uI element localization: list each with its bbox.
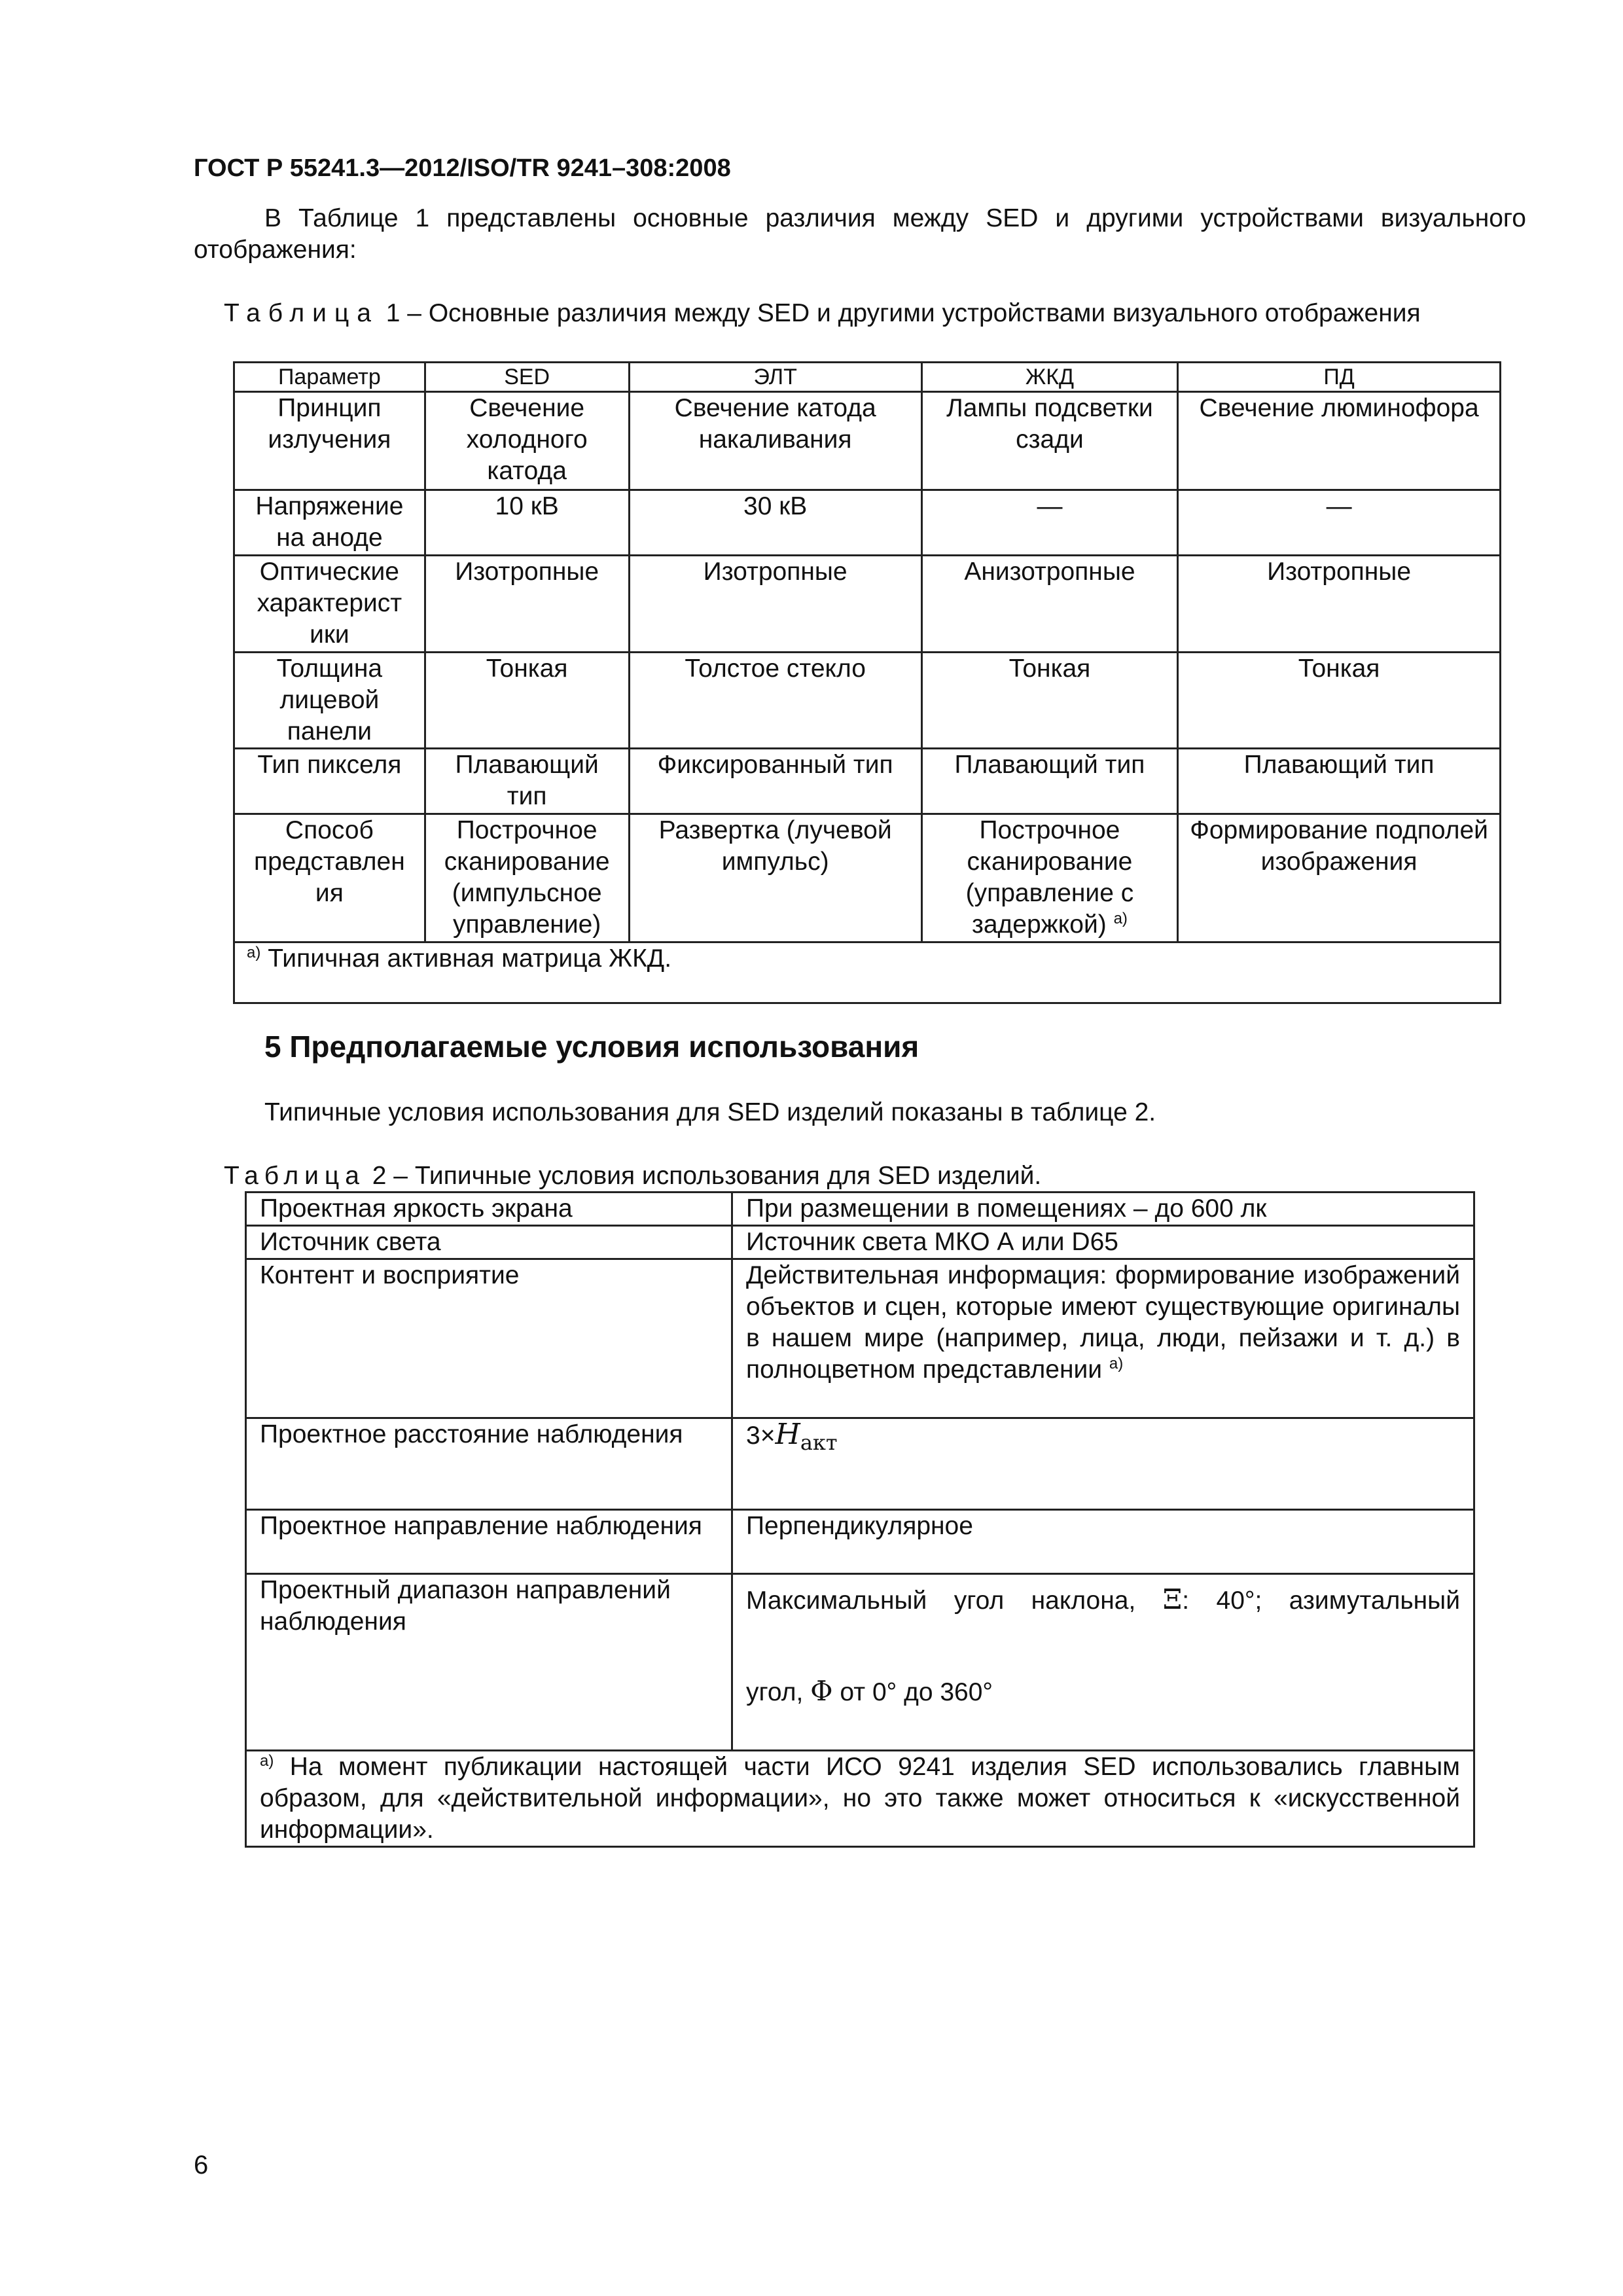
table1-row <box>234 749 1501 814</box>
table2-value-cell: Источник света МКО А или D65 <box>732 1226 1474 1259</box>
table2-value-cell <box>732 1574 1474 1751</box>
table1-cell: Развертка (лучевой импульс) <box>629 814 921 942</box>
table1-header-cell: ПД <box>1178 363 1501 392</box>
table1-header-cell: ЖКД <box>921 363 1177 392</box>
table1-cell: Изотропные <box>1178 556 1501 653</box>
angle-text-b: : 40°; азимутальный <box>1182 1587 1460 1615</box>
table1-cell: Толстое стекло <box>629 653 921 749</box>
angle-text-c: угол, <box>746 1678 804 1706</box>
table1-caption-text: 1 – Основные различия между SED и другими устройствами визуального отображения <box>385 299 1421 327</box>
table2-param-cell: Проектное направление наблюдения <box>246 1510 732 1574</box>
table2-row <box>246 1259 1474 1418</box>
table1-cell: Толщина лицевой панели <box>234 653 425 749</box>
table1-header-cell: Параметр <box>234 363 425 392</box>
table1-header-row <box>234 363 1501 392</box>
section-paragraph: Типичные условия использования для SED изделий показаны в таблице 2. <box>264 1098 1156 1126</box>
table2-row <box>246 1418 1474 1510</box>
table1-cell: Изотропные <box>629 556 921 653</box>
table2-caption-text: 2 – Типичные условия использования для SED изделий. <box>372 1162 1042 1190</box>
table1-row <box>234 392 1501 490</box>
footnote-marker: а) <box>260 1752 274 1770</box>
table2-caption-label: Таблица <box>224 1162 365 1190</box>
table2-row <box>246 1574 1474 1751</box>
table2-footnote-text: На момент публикации настоящей части ИСО 9241 изделия SED использовались главным образом, для «действительной информации», но это также может относиться к «искусственной информации». <box>260 1753 1460 1844</box>
formula-prefix: 3× <box>746 1422 776 1450</box>
table1-row <box>234 490 1501 556</box>
table1-cell: Свечение холодного катода <box>425 392 629 490</box>
table1-cell: 10 кВ <box>425 490 629 556</box>
table1-cell: Оптические характерист ики <box>234 556 425 653</box>
table1-cell: Плавающий тип <box>425 749 629 814</box>
h-symbol: H <box>775 1418 800 1451</box>
table2-value-cell: Перпендикулярное <box>732 1510 1474 1574</box>
table2-caption <box>224 1162 1041 1191</box>
table1-cell: Плавающий тип <box>921 749 1177 814</box>
footnote-marker: а) <box>1109 1355 1124 1372</box>
table1-caption-label: Таблица <box>224 299 379 327</box>
theta-symbol: Ξ <box>1162 1583 1183 1615</box>
table1-cell: 30 кВ <box>629 490 921 556</box>
table1-cell: Построчное сканирование (импульсное управление) <box>425 814 629 942</box>
table1-row <box>234 653 1501 749</box>
table1-cell: Способ представлен ия <box>234 814 425 942</box>
angle-text-d: от 0° до 360° <box>840 1678 993 1706</box>
table1-cell: Свечение люминофора <box>1178 392 1501 490</box>
table1-cell: Лампы подсветки сзади <box>921 392 1177 490</box>
table1-row <box>234 814 1501 942</box>
table1-header-cell: ЭЛТ <box>629 363 921 392</box>
table1-cell: Формирование подполей изображения <box>1178 814 1501 942</box>
section-title: 5 Предполагаемые условия использования <box>264 1030 919 1064</box>
table1-footnote <box>234 942 1501 1003</box>
table1-cell: Изотропные <box>425 556 629 653</box>
table2-param-cell: Контент и восприятие <box>246 1259 732 1418</box>
table1 <box>233 361 1501 1004</box>
table2-param-cell: Источник света <box>246 1226 732 1259</box>
table1-cell: Принцип излучения <box>234 392 425 490</box>
table2-footnote-row <box>246 1751 1474 1847</box>
angle-line-2 <box>746 1676 1460 1708</box>
document-header: ГОСТ Р 55241.3—2012/ISO/TR 9241–308:2008 <box>194 154 731 182</box>
table1-footnote-row <box>234 942 1501 1003</box>
angle-text-a: Максимальный угол наклона, <box>746 1587 1136 1615</box>
table1-cell: Тонкая <box>425 653 629 749</box>
table1-cell: Фиксированный тип <box>629 749 921 814</box>
table1-cell: — <box>1178 490 1501 556</box>
table2-param-cell: Проектный диапазон направлений наблюдения <box>246 1574 732 1751</box>
table1-row <box>234 556 1501 653</box>
intro-paragraph: В Таблице 1 представлены основные различия между SED и другими устройствами визуального отображения: <box>194 204 1526 264</box>
table1-cell: Тонкая <box>1178 653 1501 749</box>
table1-cell-text: Построчное сканирование (управление с задержкой) <box>965 816 1134 939</box>
table1-header-cell: SED <box>425 363 629 392</box>
table1-caption <box>224 298 1526 329</box>
table1-cell: Напряжение на аноде <box>234 490 425 556</box>
table2-footnote <box>246 1751 1474 1847</box>
table1-cell: Плавающий тип <box>1178 749 1501 814</box>
table2-param-cell: Проектное расстояние наблюдения <box>246 1418 732 1510</box>
angle-line-1 <box>746 1584 1460 1617</box>
table1-cell: Свечение катода накаливания <box>629 392 921 490</box>
page-number: 6 <box>194 2151 209 2179</box>
table2-value-cell: При размещении в помещениях – до 600 лк <box>732 1193 1474 1226</box>
table1-cell: Анизотропные <box>921 556 1177 653</box>
table1-cell <box>921 814 1177 942</box>
footnote-marker: а) <box>247 944 261 961</box>
table1-footnote-text: Типичная активная матрица ЖКД. <box>268 944 672 973</box>
table1-cell: Тип пикселя <box>234 749 425 814</box>
phi-symbol: Φ <box>810 1675 833 1707</box>
table2-value-cell <box>732 1418 1474 1510</box>
footnote-marker: а) <box>1113 910 1128 927</box>
table2-row <box>246 1193 1474 1226</box>
table2-row <box>246 1510 1474 1574</box>
table2-value-cell <box>732 1259 1474 1418</box>
table2-value-text: Действительная информация: формирование изображений объектов и сцен, которые имеют существующие оригиналы в нашем мире (например, лица, люди, пейзажи и т. д.) в полноцветном представлении <box>746 1261 1460 1384</box>
table2-row <box>246 1226 1474 1259</box>
table1-cell: Тонкая <box>921 653 1177 749</box>
table1-cell: — <box>921 490 1177 556</box>
table2-param-cell: Проектная яркость экрана <box>246 1193 732 1226</box>
h-subscript: акт <box>800 1429 838 1455</box>
table2 <box>245 1191 1475 1848</box>
